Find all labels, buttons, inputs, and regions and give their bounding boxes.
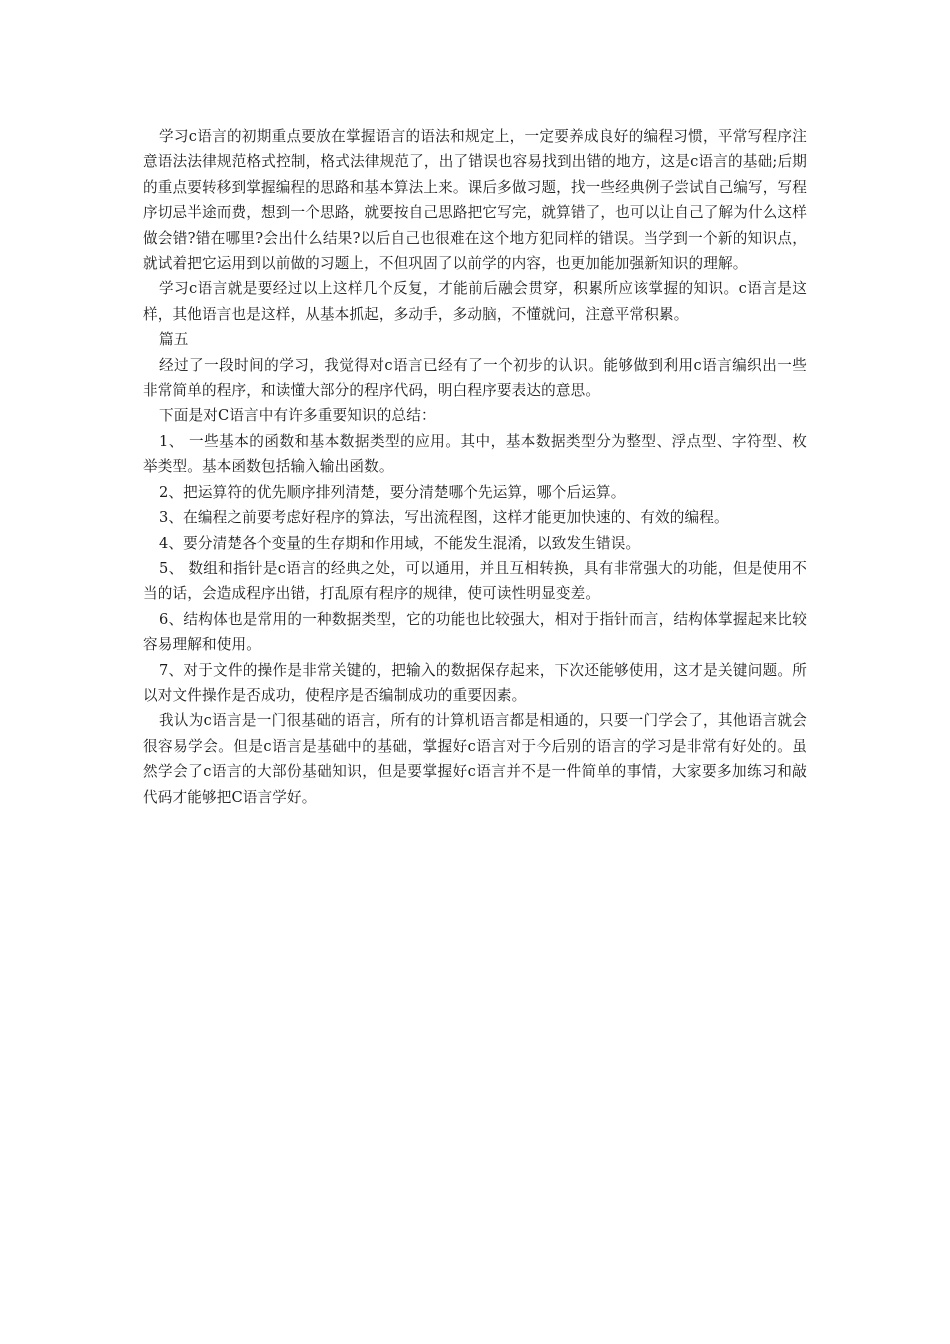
list-item-7: 7、对于文件的操作是非常关键的，把输入的数据保存起来，下次还能够使用，这才是关键问题。所以对文件操作是否成功，使程序是否编制成功的重要因素。 bbox=[143, 661, 807, 704]
list-item-1: 1、 一些基本的函数和基本数据类型的应用。其中，基本数据类型分为整型、浮点型、字符型、枚举类型。基本函数包括输入输出函数。 bbox=[143, 432, 807, 476]
paragraph-repetition: 学习c语言就是要经过以上这样几个反复，才能前后融会贯穿，积累所应该掌握的知识。c语言是这样，其他语言也是这样，从基本抓起，多动手，多动脑，不懂就问，注意平常积累。 bbox=[143, 280, 807, 323]
paragraph-summary-lead: 下面是对C语言中有许多重要知识的总结： bbox=[159, 407, 436, 425]
paragraph-conclusion: 我认为c语言是一门很基础的语言，所有的计算机语言都是相通的，只要一门学会了，其他语言就会很容易学会。但是c语言是基础中的基础，掌握好c语言对于今后别的语言的学习是非常有好处的。虽然学会了c语言的大部份基础知识，但是要掌握好c语言并不是一件简单的事情，大家要多加练习和敲代码才能够把C语言学好。 bbox=[143, 712, 807, 806]
list-item-6: 6、结构体也是常用的一种数据类型，它的功能也比较强大，相对于指针而言，结构体掌握起来比较容易理解和使用。 bbox=[143, 610, 807, 654]
list-item-3: 3、在编程之前要考虑好程序的算法，写出流程图，这样才能更加快速的、有效的编程。 bbox=[159, 509, 729, 527]
list-item-5: 5、 数组和指针是c语言的经典之处，可以通用，并且互相转换，具有非常强大的功能，但是使用不当的话，会造成程序出错，打乱原有程序的规律，使可读性明显变差。 bbox=[143, 559, 807, 603]
list-item-4: 4、要分清楚各个变量的生存期和作用域，不能发生混淆，以致发生错误。 bbox=[159, 534, 641, 552]
document-body bbox=[143, 124, 807, 810]
section-heading: 篇五 bbox=[159, 331, 189, 349]
paragraph-study-approach: 学习c语言的初期重点要放在掌握语言的语法和规定上，一定要养成良好的编程习惯，平常写程序注意语法法律规范格式控制，格式法律规范了，出了错误也容易找到出错的地方，这是c语言的基础;后期的重点要转移到掌握编程的思路和基本算法上来。课后多做习题，找一些经典例子尝试自己编写，写程序切忌半途而费，想到一个思路，就要按自己思路把它写完，就算错了，也可以让自己了解为什么这样做会错?错在哪里?会出什么结果?以后自己也很难在这个地方犯同样的错误。当学到一个新的知识点，就试着把它运用到以前做的习题上，不但巩固了以前学的内容，也更加能加强新知识的理解。 bbox=[143, 128, 807, 273]
list-item-2: 2、把运算符的优先顺序排列清楚，要分清楚哪个先运算，哪个后运算。 bbox=[159, 483, 626, 501]
paragraph-intro: 经过了一段时间的学习，我觉得对c语言已经有了一个初步的认识。能够做到利用c语言编织出一些非常简单的程序，和读懂大部分的程序代码，明白程序要表达的意思。 bbox=[143, 356, 807, 400]
